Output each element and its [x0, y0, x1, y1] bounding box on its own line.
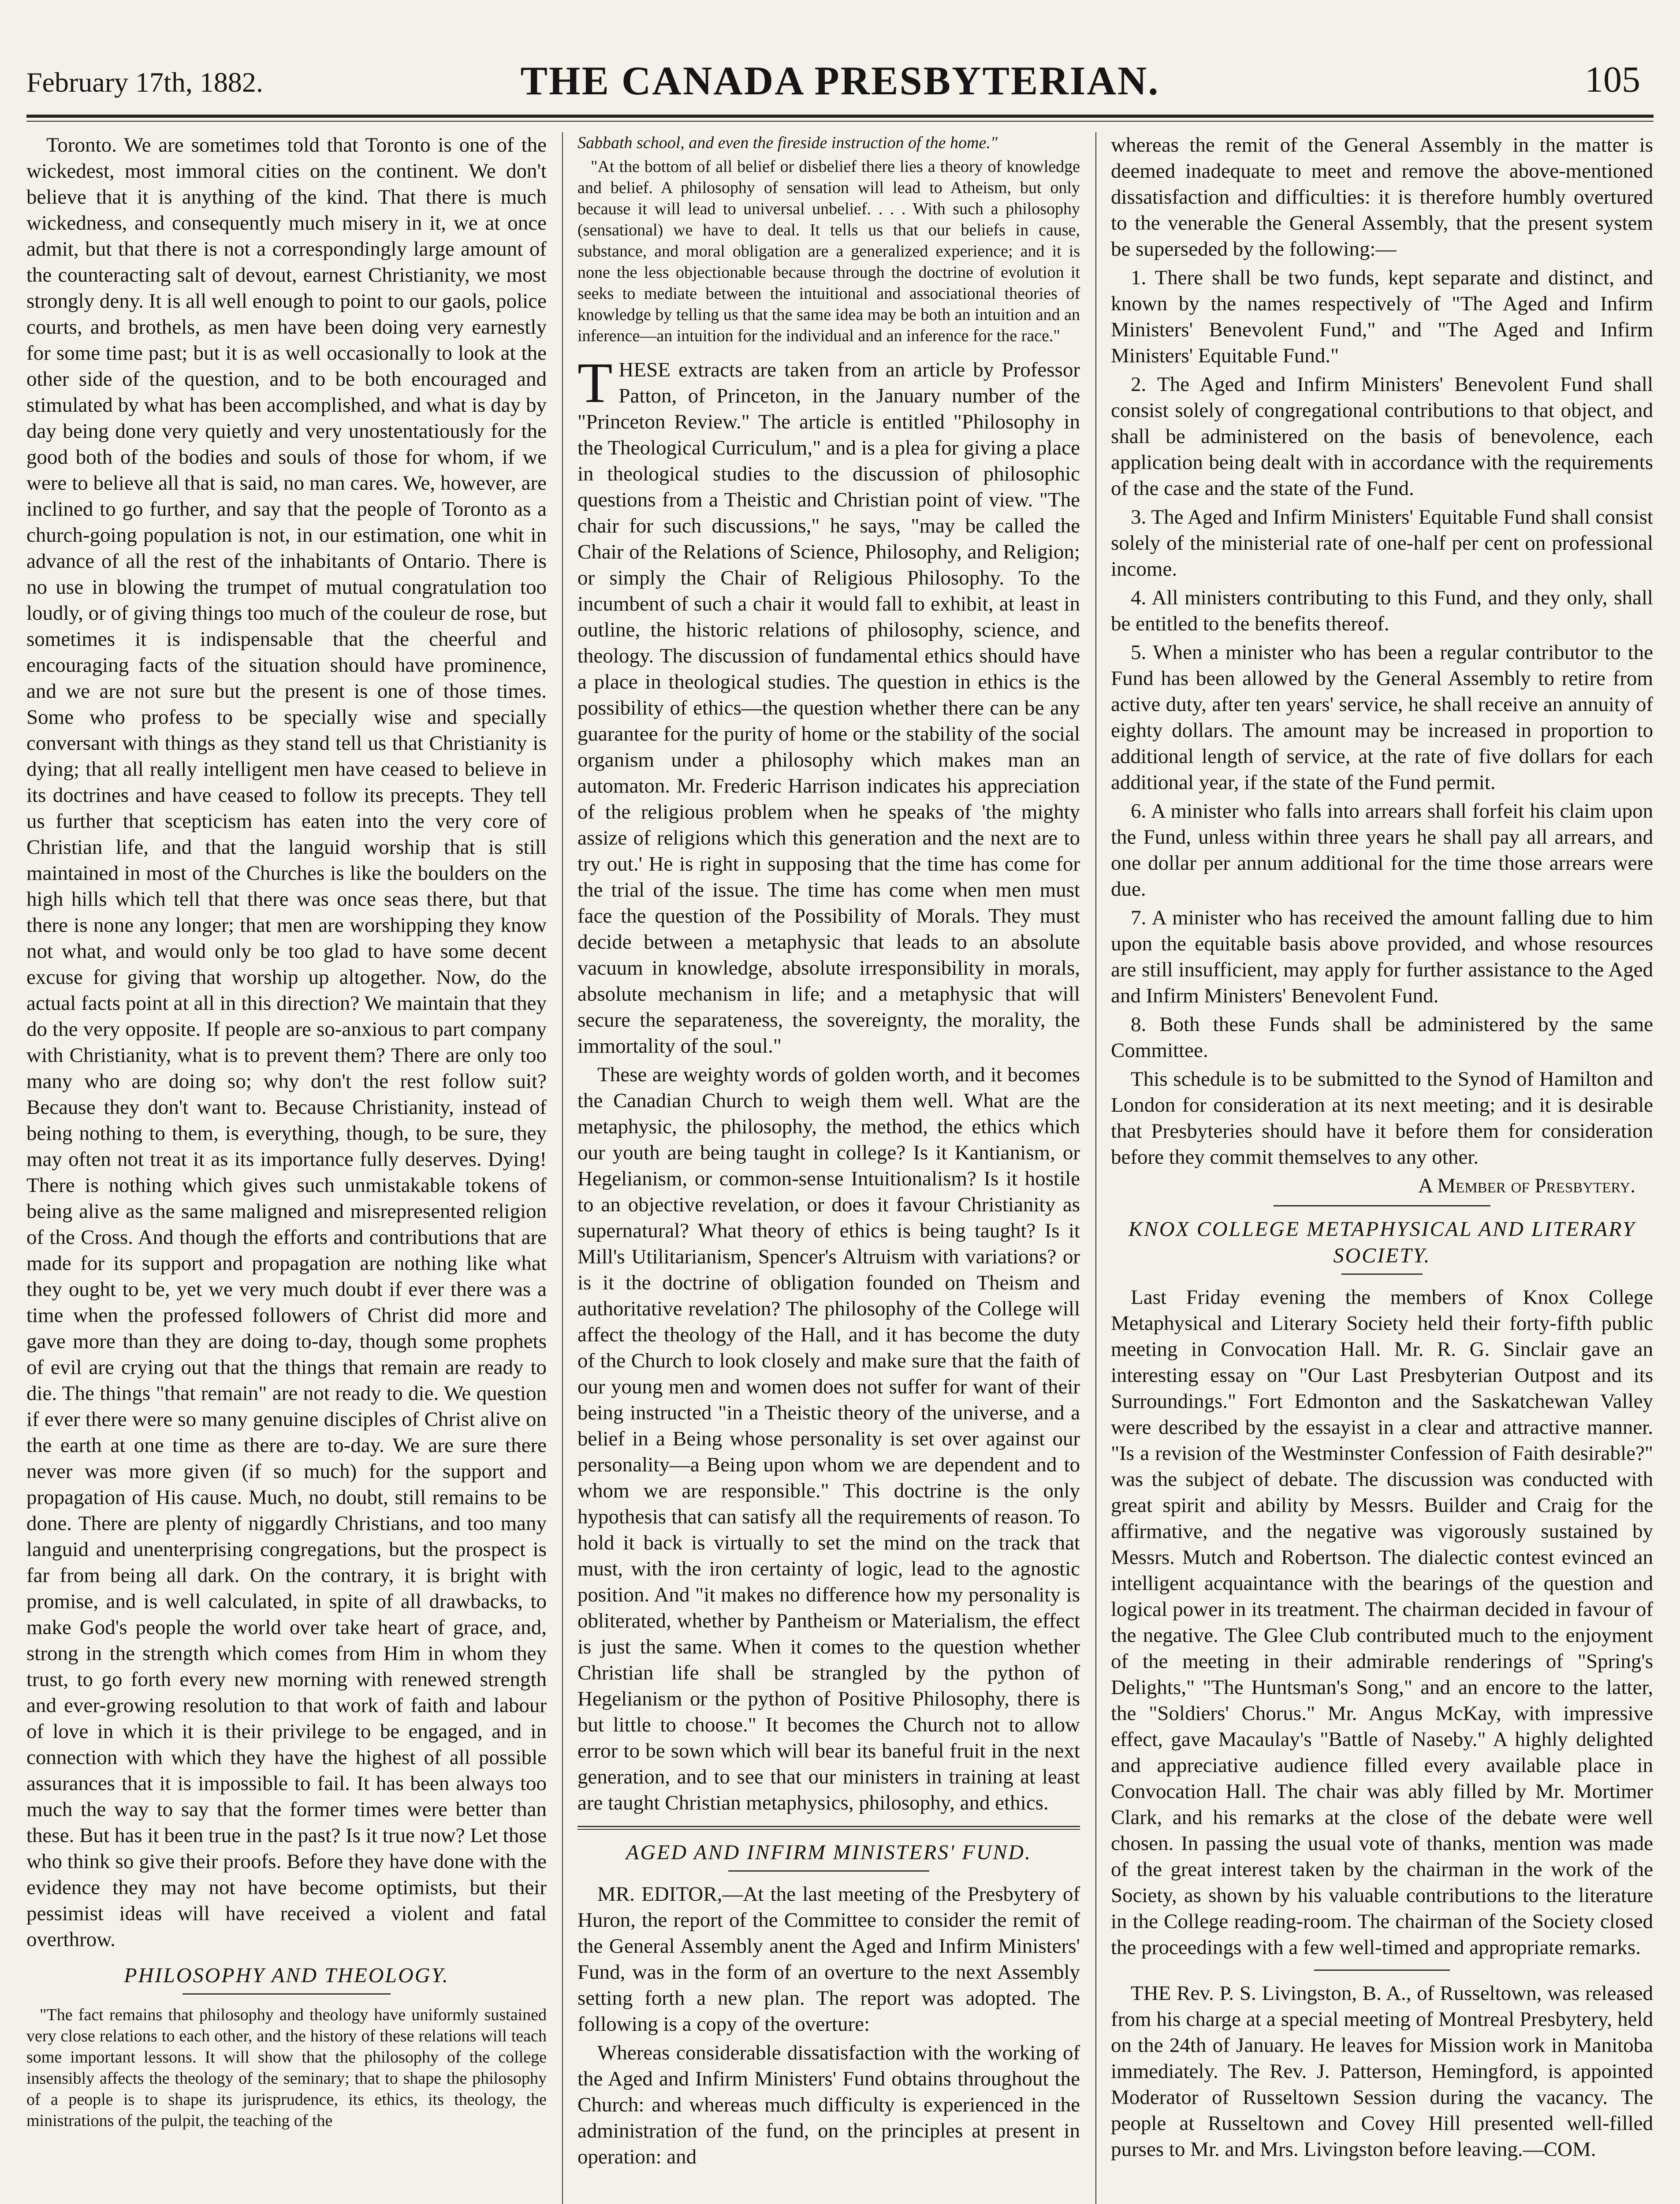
- issue-date: February 17th, 1882.: [26, 67, 263, 98]
- overture-item-4: 4. All ministers contributing to this Fund, and they only, shall be entitled to the benefits thereof.: [1111, 586, 1653, 635]
- knox-college-heading: KNOX COLLEGE METAPHYSICAL AND LITERARY SOCIETY.: [1128, 1217, 1636, 1267]
- editorial-paragraph-2: These are weighty words of golden worth, and it becomes the Canadian Church to weigh them well. What are the metaphysic, the philosophy, the method, the ethics which our youth are being taught in college? Is it Kantianism, or Hegelianism, or common-sense Intuitionalism? Is it hostile to an objective revelation, or does it favour Christianity as supernatural? What theory of ethics is being taught? Is it Mill's Utilitarianism, Spencer's Altruism with variations? or is it the doctrine of obligation founded on Theism and authoritative revelation? The philosophy of the College will affect the theology of the Hall, and it has become the duty of the Church to look closely and make sure that the faith of our young men and women does not suffer for want of their being instructed "in a Theistic theory of the universe, and a belief in a Being whose personality is set over against our personality—a Being upon whom we are dependent and to whom we are responsible." This doctrine is the only hypothesis that can satisfy all the requirements of reason. To hold it back is virtually to set the mind on the track that must, with the iron certainty of logic, lead to the agnostic position. And "it makes no difference how my personality is obliterated, whether by Pantheism or Materialism, the effect is just the same. When it comes to the question whether Christian life shall be strangled by the python of Hegelianism or the python of Positive Philosophy, there is but little to choose." It becomes the Church not to allow error to be sown which will bear its baneful fruit in the next generation, and to see that our ministers in training at least are taught Christian metaphysics, philosophy, and ethics.: [577, 1063, 1080, 1814]
- drop-cap: T: [577, 351, 613, 415]
- page-number: 105: [1585, 59, 1640, 100]
- heading-rule: [183, 1993, 391, 1995]
- aged-infirm-heading: AGED AND INFIRM MINISTERS' FUND.: [626, 1841, 1032, 1864]
- overture-item-8: 8. Both these Funds shall be administered by the same Committee.: [1111, 1013, 1653, 1062]
- knox-college-report: Last Friday evening the members of Knox College Metaphysical and Literary Society held their forty-fifth public meeting in Convocation Hall. Mr. R. G. Sinclair gave an interesting essay on "Our Last Presbyterian Outpost and its Surroundings." Fort Edmonton and the Saskatchewan Valley were described by the essayist in a clear and attractive manner. "Is a revision of the Westminster Confession of Faith desirable?" was the subject of debate. The discussion was conducted with great spirit and ability by Messrs. Builder and Craig for the affirmative, and the negative was vigorously sustained by Messrs. Mutch and Robertson. The dialectic contest evinced an intelligent acquaintance with the bearings of the question and logical power in its treatment. The chairman decided in favour of the negative. The Glee Club contributed much to the enjoyment of the meeting in their admirable renderings of "Spring's Delights," "The Huntsman's Song," and an encore to the latter, the "Soldiers' Chorus." Mr. Angus McKay, with impressive effect, gave Macaulay's "Battle of Naseby." A highly delighted and appreciative audience filled every available place in Convocation Hall. The chair was ably filled by Mr. Mortimer Clark, and his remarks at the close of the debate were well chosen. In passing the usual vote of thanks, mention was made of the great interest taken by the chairman in the work of the Society, as shown by his valuable contributions to the literature in the College reading-room. The chairman of the Society closed the proceedings with a few well-timed and appropriate remarks.: [1111, 1286, 1653, 1959]
- signature: A Member of Presbytery.: [1418, 1174, 1635, 1197]
- philosophy-theology-heading: PHILOSOPHY AND THEOLOGY.: [124, 1964, 449, 1987]
- section-rule: [1274, 1205, 1490, 1206]
- editorial-paragraph-1: THESE extracts are taken from an article by Professor Patton, of Princeton, in the January number of the "Princeton Review." The article is entitled "Philosophy in the Theological Curriculum," and is a plea for giving a place in theological studies to the discussion of philosophic questions from a Theistic and Christian point of view. "The chair for such discussions," he says, "may be called the Chair of the Relations of Science, Philosophy, and Religion; or simply the Chair of Religious Philosophy. To the incumbent of such a chair it would fall to exhibit, at least in outline, the historic relations of philosophy, science, and theology. The discussion of fundamental ethics should have a place in theological studies. The question in ethics is the possibility of ethics—the question whether there can be any guarantee for the purity of home or the stability of the social organism under a philosophy which makes man an automaton. Mr. Frederic Harrison indicates his appreciation of the religious problem when he speaks of 'the mighty assize of religions which this generation and the next are to try out.' He is right in supposing that the time has come for the trial of the issue. The time has come when men must face the question of the Possibility of Morals. They must decide between a metaphysic that leads to an absolute vacuum in knowledge, absolute irresponsibility in morals, absolute mechanism in life; and a metaphysic that will secure the separateness, the sovereignty, the morality, the immortality of the soul.": [577, 351, 1080, 1057]
- section-rule: [1314, 1969, 1450, 1971]
- livingston-notice: THE Rev. P. S. Livingston, B. A., of Russeltown, was released from his charge at a special meeting of Montreal Presbytery, held on the 24th of January. He leaves for Mission work in Manitoba immediately. The Rev. J. Patterson, Hemingford, is appointed Moderator of Russeltown Session during the vacancy. The people at Russeltown and Covey Hill presented well-filled purses to Mr. and Mrs. Livingston before leaving.—COM.: [1111, 1982, 1653, 2161]
- overture-continued: whereas the remit of the General Assembly in the matter is deemed inadequate to meet and remove the above-mentioned dissatisfaction and difficulties: it is therefore humbly overtured to the venerable the General Assembly, that the present system be superseded by the following:—: [1111, 134, 1653, 261]
- overture-item-1: 1. There shall be two funds, kept separate and distinct, and known by the names respectively of "The Aged and Infirm Ministers' Benevolent Fund," and "The Aged and Infirm Ministers' Equitable Fund.": [1111, 266, 1653, 367]
- section-rule: [577, 1826, 1080, 1827]
- section-rule-thin: [577, 1829, 1080, 1830]
- newspaper-title: THE CANADA PRESBYTERIAN.: [520, 58, 1160, 103]
- overture-item-2: 2. The Aged and Infirm Ministers' Benevolent Fund shall consist solely of congregational contributions to that object, and shall be administered on the basis of benevolence, each application being dealt with in accordance with the requirements of the case and the state of the Fund.: [1111, 373, 1653, 500]
- overture-item-6: 6. A minister who falls into arrears shall forfeit his claim upon the Fund, unless within three years he shall pay all arrears, and one dollar per annum additional for the time those arrears were due.: [1111, 800, 1653, 901]
- letter-opening: MR. EDITOR,—At the last meeting of the Presbytery of Huron, the report of the Committee to consider the remit of the General Assembly anent the Aged and Infirm Ministers' Fund, was in the form of an overture to the next Assembly setting forth a new plan. The report was adopted. The following is a copy of the overture:: [577, 1883, 1080, 2036]
- column-divider: [562, 132, 563, 2204]
- column-2: [577, 132, 1080, 2204]
- overture-closing: This schedule is to be submitted to the Synod of Hamilton and London for consideration at its next meeting; and it is desirable that Presbyteries should have it before them for consideration before they commit themselves to any other.: [1111, 1068, 1653, 1169]
- masthead: [26, 31, 1654, 115]
- overture-whereas: Whereas considerable dissatisfaction with the working of the Aged and Infirm Ministers' Fund obtains throughout the Church: and whereas much difficulty is experienced in the administration of the fund, on the principles at present in operation: and: [577, 2041, 1080, 2168]
- quote-paragraph: "The fact remains that philosophy and theology have uniformly sustained very close relations to each other, and the history of these relations will teach some important lessons. It will show that the philosophy of the college insensibly affects the theology of the seminary; that to shape the philosophy of a people is to shape its jurisprudence, its ethics, its theology, the ministrations of the pulpit, the teaching of the: [26, 2006, 547, 2130]
- overture-item-7: 7. A minister who has received the amount falling due to him upon the equitable basis above provided, and whose resources are still insufficient, may apply for further assistance to the Aged and Infirm Ministers' Benevolent Fund.: [1111, 906, 1653, 1007]
- philosophy-quote-continued: [577, 132, 1080, 346]
- overture-item-5: 5. When a minister who has been a regular contributor to the Fund has been allowed by the General Assembly to retire from active duty, after ten years' service, he shall receive an annuity of eighty dollars. The amount may be increased in proportion to additional length of service, at the rate of five dollars for each additional year, if the state of the Fund permit.: [1111, 641, 1653, 794]
- heading-rule: [728, 1870, 929, 1872]
- toronto-article: Toronto. We are sometimes told that Toronto is one of the wickedest, most immoral cities on the continent. We don't believe that it is anything of the kind. That there is much wickedness, and consequently much misery in it, we at once admit, but that there is not a correspondingly large amount of the counteracting salt of devout, earnest Christianity, we most strongly deny. It is all well enough to point to our gaols, police courts, and brothels, as men have been doing very earnestly for some time past; but it is as well occasionally to look at the other side of the question, and to be both encouraged and stimulated by what has been accomplished, and what is day by day being done very quietly and very unostentatiously for the good both of the bodies and souls of those for whom, if we were to believe all that is said, no man cares. We, however, are inclined to go further, and say that the people of Toronto as a church-going population is not, in our estimation, one whit in advance of all the rest of the inhabitants of Ontario. There is no use in blowing the trumpet of mutual congratulation too loudly, or of giving things too much of the couleur de rose, but sometimes it is indispensable that the cheerful and encouraging facts of the situation should have prominence, and we are not sure but the present is one of those times. Some who profess to be specially wise and specially conversant with things as they stand tell us that Christianity is dying; that all really intelligent men have ceased to believe in its doctrines and have ceased to follow its precepts. They tell us further that scepticism has eaten into the very core of Christian life, and that the languid worship that is still maintained in most of the Churches is like the boulders on the high hills which tell that there was once seas there, but that there is none any longer; that men are worshipping they know not what, and would only be too glad to have some decent excuse for giving that worship up altogether. Now, do the actual facts point at all in this direction? We maintain that they do the very opposite. If people are so-anxious to part company with Christianity, what is to prevent them? There are only too many who are doing so; why don't the rest follow suit? Because they don't want to. Because Christianity, instead of being nothing to them, is everything, though, to be sure, they may often not treat it as its importance fully deserves. Dying! There is nothing which gives such unmistakable tokens of being alive as the same maligned and misrepresented religion of the Cross. And though the efforts and contributions that are made for its support and propagation are nothing like what they ought to be, yet we very much doubt if ever there was a time when the professed followers of Christ did more and gave more than they are doing to-day, though some prophets of evil are crying out that the things that remain are ready to die. The things "that remain" are not ready to die. We question if ever there were so many genuine disciples of Christ alive on the earth at one time as there are to-day. We are sure there never was more given (if so much) for the support and propagation of His cause. Much, no doubt, still remains to be done. There are plenty of niggardly Christians, and too many languid and unenterprising congregations, but the prospect is far from being all dark. On the contrary, it is bright with promise, and is well calculated, in spite of all drawbacks, to make God's people the world over take heart of grace, and, strong in the strength which comes from Him in whom they trust, to go forth every new morning with renewed strength and ever-growing resolution to that work of faith and labour of love in which it is their privilege to be engaged, and in connection with which they have the highest of all possible assurances that it is impossible to fail. It has been always too much the way to say that the former times were better than these. But has it been true in the past? Is it true now? Let those who think so give their proofs. Before they have done with the evidence they may not have become optimists, but their pessimist ideas will have received a violent and fatal overthrow.: [26, 134, 547, 1951]
- column-3: [1111, 132, 1653, 2204]
- heading-rule: [1341, 1273, 1423, 1275]
- quote-paragraph-2: "At the bottom of all belief or disbelief there lies a theory of knowledge and belief. A philosophy of sensation will lead to Atheism, but only because it will lead to universal unbelief. . . . With such a philosophy (sensational) we have to deal. It tells us that our beliefs in cause, substance, and moral obligation are a generalized experience; and it is none the less objectionable because through the doctrine of evolution it seeks to mediate between the intuitional and associational theories of knowledge by telling us that the same idea may be both an intuition and an inference—an intuition for the individual and an inference for the race.": [577, 157, 1080, 345]
- column-1: [26, 132, 547, 2204]
- masthead-rule: [26, 115, 1654, 118]
- column-divider: [1095, 132, 1096, 2204]
- quote-continuation: Sabbath school, and even the fireside instruction of the home.": [577, 134, 998, 152]
- masthead-rule-thin: [26, 121, 1654, 122]
- philosophy-quote: [26, 2004, 547, 2131]
- overture-item-3: 3. The Aged and Infirm Ministers' Equitable Fund shall consist solely of the ministerial rate of one-half per cent on professional income.: [1111, 506, 1653, 581]
